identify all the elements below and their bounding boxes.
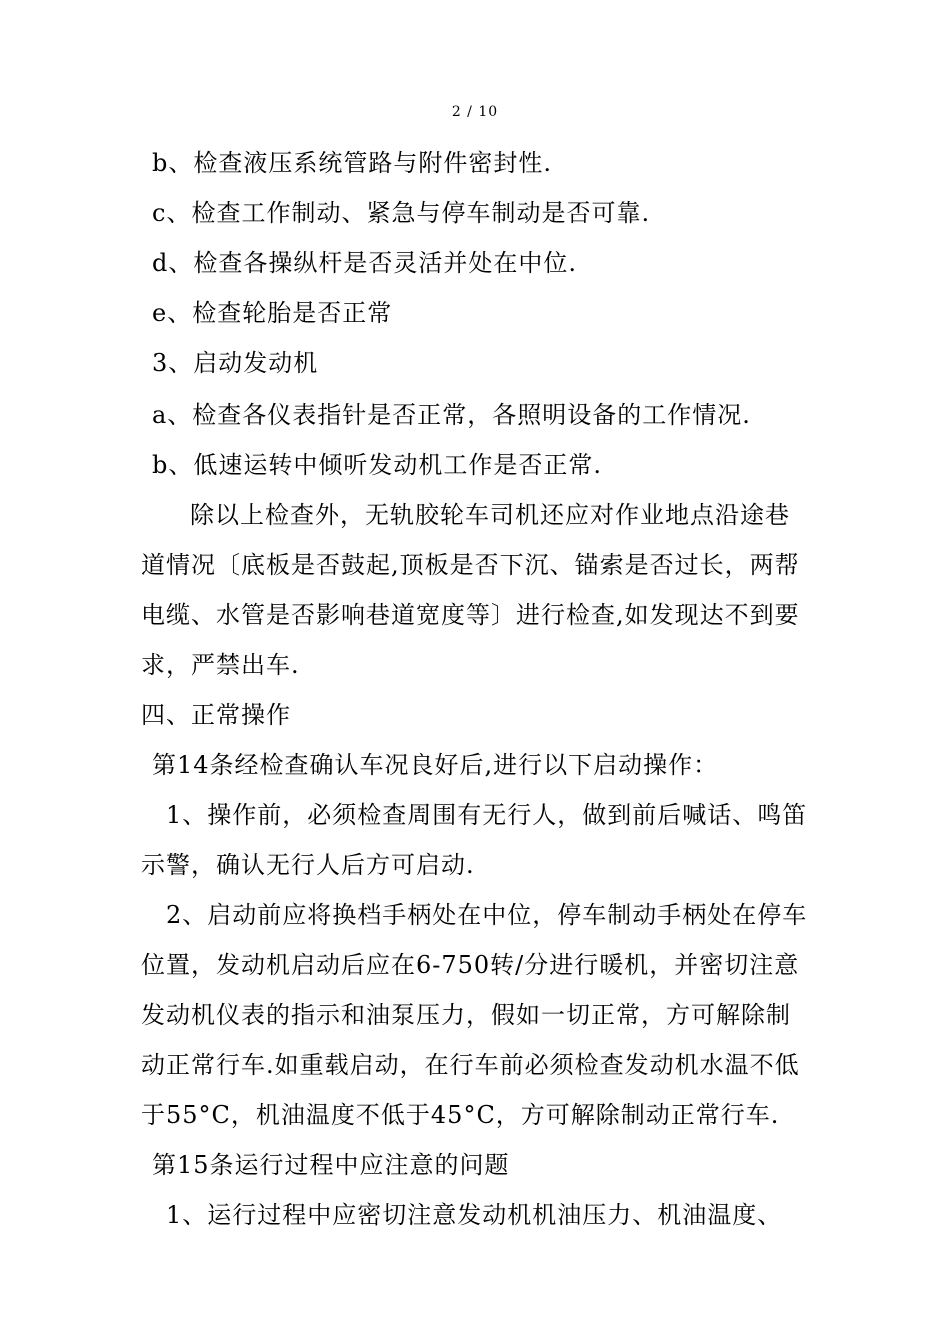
text-line: a、检查各仪表指针是否正常，各照明设备的工作情况. — [152, 401, 751, 429]
paragraph-line: 2、启动前应将换档手柄处在中位，停车制动手柄处在停车 — [166, 901, 808, 929]
paragraph-line: 除以上检查外，无轨胶轮车司机还应对作业地点沿途巷 — [190, 501, 790, 529]
paragraph-line: 位置，发动机启动后应在6-750转/分进行暖机，并密切注意 — [141, 951, 800, 979]
section-heading: 四、正常操作 — [141, 701, 291, 729]
text-line: b、检查液压系统管路与附件密封性. — [152, 149, 552, 177]
paragraph-line: 道情况〔底板是否鼓起,顶板是否下沉、锚索是否过长，两帮 — [141, 551, 800, 579]
paragraph-line: 1、操作前，必须检查周围有无行人，做到前后喊话、鸣笛 — [166, 801, 808, 829]
article-heading: 第14条经检查确认车况良好后,进行以下启动操作： — [152, 751, 719, 779]
paragraph-line: 求，严禁出车. — [141, 651, 300, 679]
paragraph-line: 示警，确认无行人后方可启动. — [141, 851, 475, 879]
article-heading: 第15条运行过程中应注意的问题 — [152, 1151, 510, 1179]
text-line: d、检查各操纵杆是否灵活并处在中位. — [152, 249, 577, 277]
paragraph-line: 于55°C，机油温度不低于45°C，方可解除制动正常行车. — [141, 1101, 780, 1129]
paragraph-line: 1、运行过程中应密切注意发动机机油压力、机油温度、 — [166, 1201, 783, 1229]
text-line: b、低速运转中倾听发动机工作是否正常. — [152, 451, 602, 479]
paragraph-line: 电缆、水管是否影响巷道宽度等〕进行检查,如发现达不到要 — [141, 601, 800, 629]
page-number: 2 / 10 — [451, 104, 499, 120]
text-line: c、检查工作制动、紧急与停车制动是否可靠. — [152, 199, 651, 227]
paragraph-line: 发动机仪表的指示和油泵压力，假如一切正常，方可解除制 — [141, 1001, 791, 1029]
paragraph-line: 动正常行车.如重载启动，在行车前必须检查发动机水温不低 — [141, 1051, 800, 1079]
text-line: 3、启动发动机 — [152, 349, 319, 377]
text-line: e、检查轮胎是否正常 — [152, 299, 393, 327]
